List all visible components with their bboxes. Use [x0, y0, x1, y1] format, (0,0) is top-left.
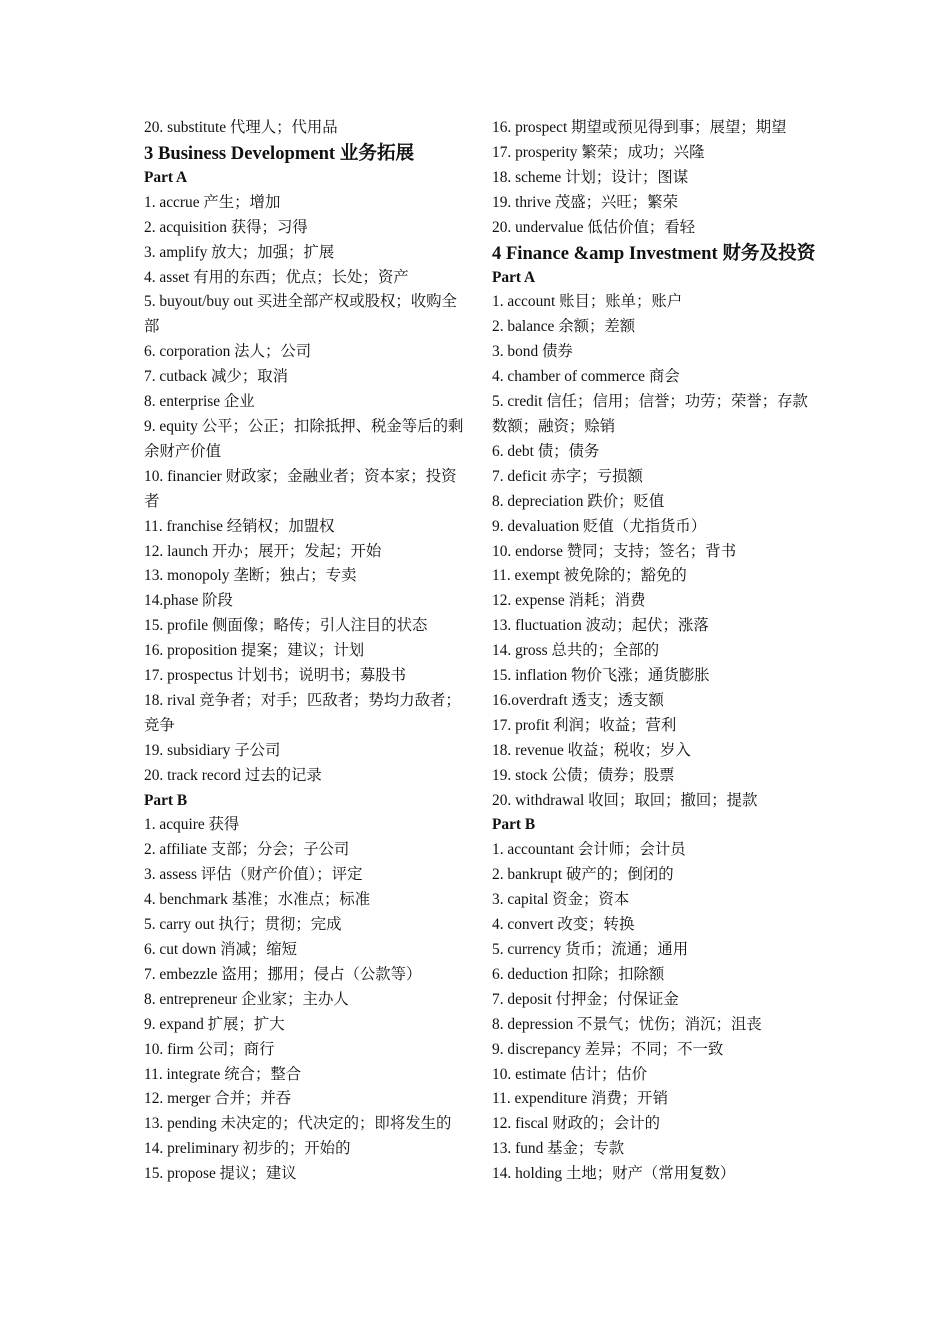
- vocab-entry: 17. prosperity 繁荣；成功；兴隆: [492, 143, 705, 161]
- vocab-entry: 3. capital 资金；资本: [492, 891, 630, 909]
- vocab-entry: 1. accountant 会计师；会计员: [492, 841, 686, 859]
- vocab-entry: 14. preliminary 初步的；开始的: [144, 1140, 351, 1158]
- vocab-entry: 2. bankrupt 破产的；倒闭的: [492, 866, 674, 884]
- left-column: [144, 116, 466, 1187]
- vocab-entry: 8. enterprise 企业: [144, 393, 255, 411]
- vocab-entry: 3. assess 评估（财产价值）；评定: [144, 866, 363, 884]
- vocab-entry: 9. equity 公平；公正；扣除抵押、税金等后的剩余财产价值: [144, 417, 464, 460]
- part-heading: Part B: [492, 816, 536, 834]
- vocab-entry: 3. bond 债券: [492, 343, 573, 361]
- vocab-entry: 15. propose 提议；建议: [144, 1165, 297, 1183]
- vocab-entry: 10. endorse 赞同；支持；签名；背书: [492, 542, 737, 560]
- vocab-entry: 5. credit 信任；信用；信誉；功劳；荣誉；存款数额；融资；赊销: [492, 393, 808, 435]
- vocab-entry: 4. chamber of commerce 商会: [492, 368, 680, 386]
- vocab-entry: 12. merger 合并；并吞: [144, 1090, 292, 1108]
- vocab-entry: 9. expand 扩展；扩大: [144, 1015, 285, 1033]
- vocab-entry: 18. revenue 收益；税收；岁入: [492, 741, 691, 759]
- vocab-entry: 11. franchise 经销权；加盟权: [144, 517, 335, 535]
- vocab-entry: 5. buyout/buy out 买进全部产权或股权；收购全部: [144, 293, 457, 336]
- vocab-entry: 16. prospect 期望或预见得到事；展望；期望: [492, 119, 787, 136]
- part-heading: Part B: [144, 791, 188, 809]
- vocab-entry: 14. holding 土地；财产（常用复数）: [492, 1165, 736, 1183]
- part-heading: Part A: [492, 268, 536, 286]
- vocab-entry: 1. acquire 获得: [144, 816, 240, 834]
- vocab-entry: 19. stock 公债；债券；股票: [492, 766, 675, 784]
- right-column: [492, 116, 814, 1187]
- vocab-entry: 12. fiscal 财政的；会计的: [492, 1115, 660, 1133]
- vocab-entry: 14. gross 总共的；全部的: [492, 642, 660, 660]
- vocab-entry: 1. accrue 产生；增加: [144, 193, 281, 211]
- vocab-entry: 5. currency 货币；流通；通用: [492, 941, 689, 958]
- vocab-entry: 11. integrate 统合；整合: [144, 1065, 302, 1083]
- vocab-entry: 2. balance 余额；差额: [492, 318, 636, 336]
- vocab-entry: 11. expenditure 消费；开销: [492, 1090, 668, 1108]
- vocab-entry: 20. substitute 代理人；代用品: [144, 119, 338, 136]
- vocab-entry: 10. estimate 估计；估价: [492, 1065, 648, 1083]
- vocab-entry: 16. proposition 提案；建议；计划: [144, 642, 365, 660]
- vocab-entry: 19. subsidiary 子公司: [144, 741, 281, 759]
- vocab-entry: 6. deduction 扣除；扣除额: [492, 965, 665, 983]
- vocab-entry: 12. expense 消耗；消费: [492, 592, 646, 610]
- vocab-entry: 4. convert 改变；转换: [492, 916, 635, 934]
- vocab-entry: 5. carry out 执行；贯彻；完成: [144, 916, 342, 934]
- vocab-entry: 10. firm 公司；商行: [144, 1040, 275, 1058]
- vocab-entry: 20. undervalue 低估价值；看轻: [492, 218, 696, 236]
- part-heading: Part A: [144, 168, 188, 186]
- section-heading-finance-investment: 4 Finance &amp Investment 财务及投资: [492, 242, 816, 264]
- vocab-entry: 18. scheme 计划；设计；图谋: [492, 168, 689, 186]
- vocab-entry: 4. asset 有用的东西；优点；长处；资产: [144, 268, 409, 286]
- vocab-entry: 3. amplify 放大；加强；扩展: [144, 243, 335, 261]
- vocab-entry: 7. embezzle 盗用；挪用；侵占（公款等）: [144, 965, 422, 983]
- vocab-entry: 4. benchmark 基准；水准点；标准: [144, 891, 371, 909]
- vocab-entry: 12. launch 开办；展开；发起；开始: [144, 542, 382, 560]
- vocab-entry: 9. discrepancy 差异；不同；不一致: [492, 1040, 724, 1058]
- vocab-entry: 8. depression 不景气；忧伤；消沉；沮丧: [492, 1015, 762, 1033]
- vocab-entry: 20. track record 过去的记录: [144, 766, 322, 784]
- vocab-entry: 20. withdrawal 收回；取回；撤回；提款: [492, 791, 758, 809]
- vocab-entry: 9. devaluation 贬值（尤指货币）: [492, 517, 707, 535]
- vocab-entry: 15. inflation 物价飞涨；通货膨胀: [492, 667, 710, 685]
- vocab-entry: 8. depreciation 跌价；贬值: [492, 492, 665, 510]
- section-heading-business-development: 3 Business Development 业务拓展: [144, 142, 415, 164]
- vocab-entry: 18. rival 竞争者；对手；匹敌者；势均力敌者；竞争: [144, 691, 461, 734]
- vocab-entry: 7. deposit 付押金；付保证金: [492, 990, 679, 1008]
- vocab-entry: 15. profile 侧面像；略传；引人注目的状态: [144, 617, 428, 635]
- vocab-entry: 16.overdraft 透支；透支额: [492, 691, 664, 709]
- vocab-entry: 13. fluctuation 波动；起伏；涨落: [492, 617, 709, 635]
- vocab-entry: 10. financier 财政家；金融业者；资本家；投资者: [144, 467, 457, 510]
- vocab-entry: 11. exempt 被免除的；豁免的: [492, 567, 687, 585]
- vocab-entry: 14.phase 阶段: [144, 592, 233, 610]
- vocab-entry: 2. acquisition 获得；习得: [144, 218, 308, 236]
- vocab-entry: 6. debt 债；债务: [492, 442, 600, 460]
- vocab-entry: 7. cutback 减少；取消: [144, 368, 289, 386]
- vocab-entry: 13. monopoly 垄断；独占；专卖: [144, 567, 357, 585]
- vocab-entry: 17. profit 利润；收益；营利: [492, 716, 677, 734]
- vocab-entry: 13. fund 基金；专款: [492, 1140, 625, 1158]
- vocab-entry: 2. affiliate 支部；分会；子公司: [144, 841, 350, 859]
- vocab-entry: 1. account 账目；账单；账户: [492, 293, 683, 311]
- vocab-entry: 6. corporation 法人；公司: [144, 343, 312, 361]
- vocab-entry: 8. entrepreneur 企业家；主办人: [144, 990, 349, 1008]
- vocab-entry: 19. thrive 茂盛；兴旺；繁荣: [492, 193, 678, 211]
- vocab-entry: 7. deficit 赤字；亏损额: [492, 467, 643, 485]
- vocab-entry: 6. cut down 消减；缩短: [144, 941, 298, 958]
- vocab-entry: 13. pending 未决定的；代决定的；即将发生的: [144, 1115, 452, 1133]
- vocab-entry: 17. prospectus 计划书；说明书；募股书: [144, 667, 407, 685]
